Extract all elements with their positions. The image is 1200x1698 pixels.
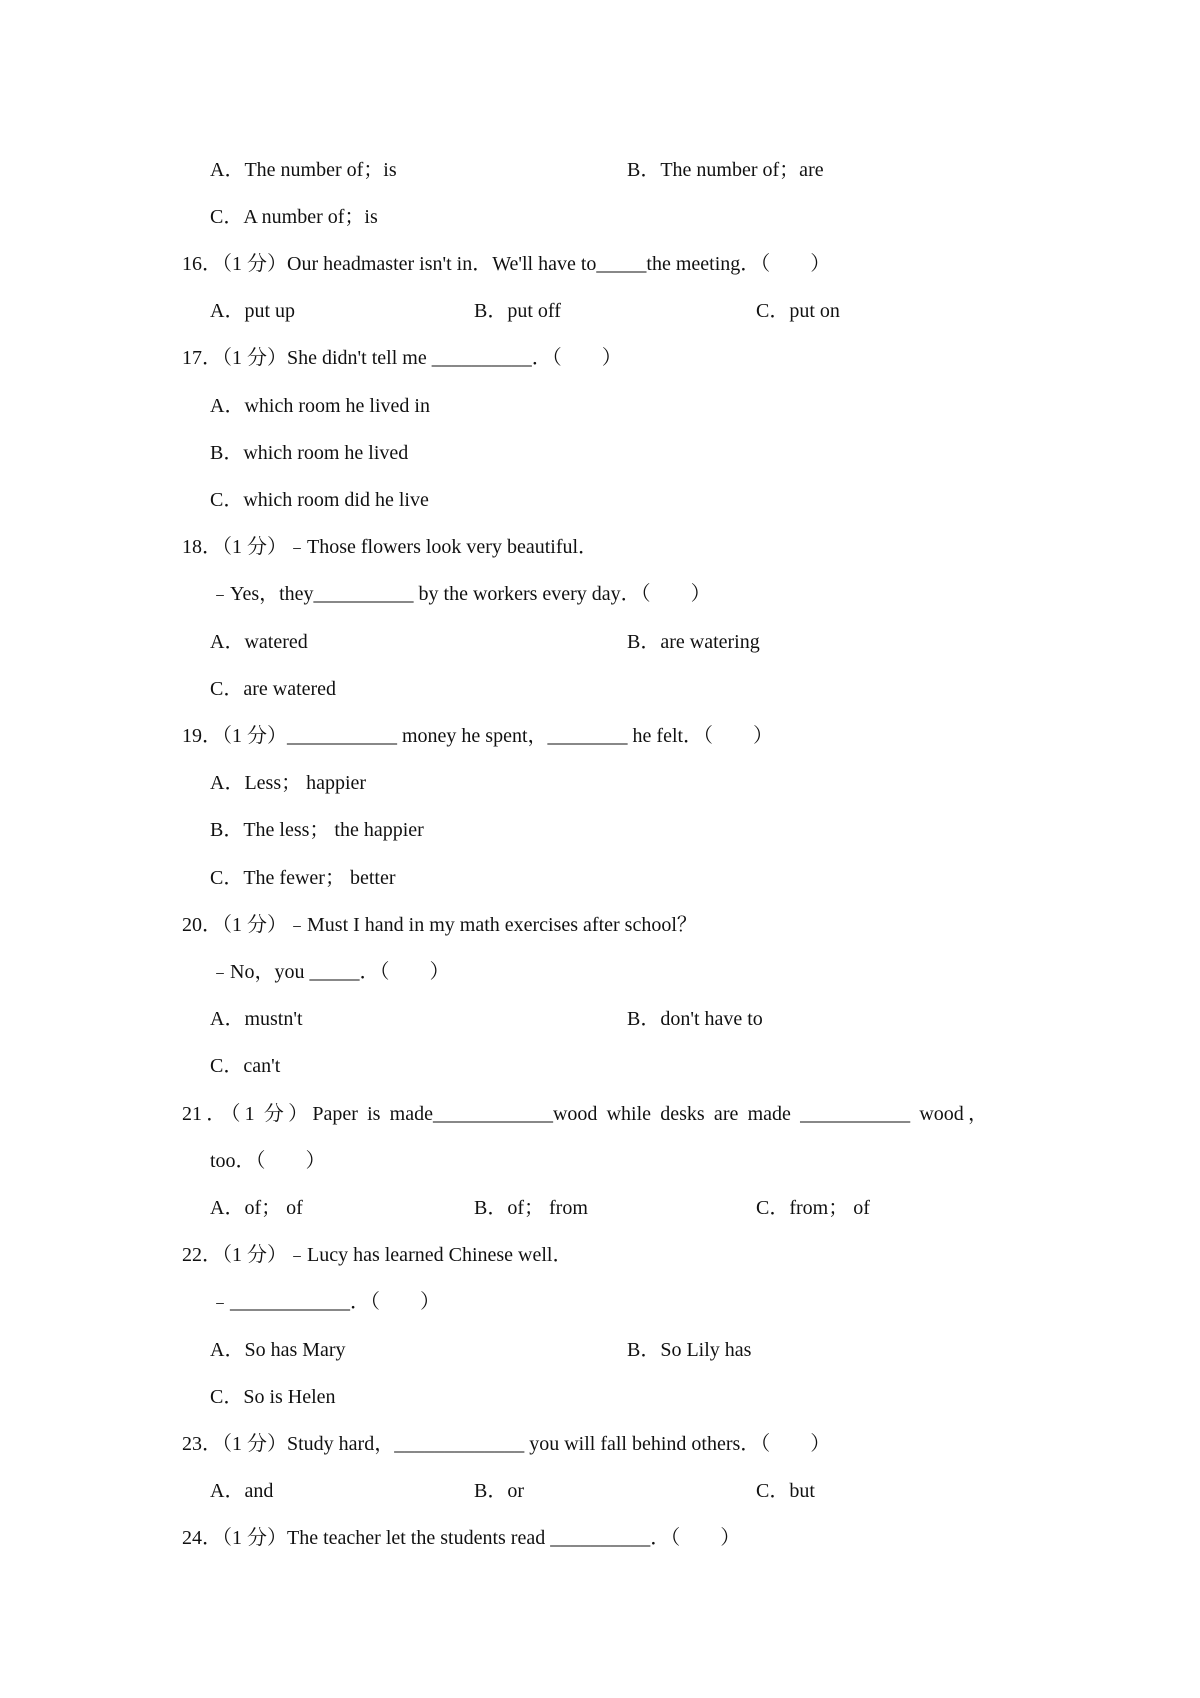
q20-option-b: B．don't have to bbox=[627, 1008, 763, 1030]
q23-option-c: C．but bbox=[756, 1480, 815, 1502]
q20-option-c: C．can't bbox=[210, 1055, 281, 1077]
q20-option-a: A．mustn't bbox=[210, 1008, 303, 1030]
q22-option-a: A．So has Mary bbox=[210, 1339, 346, 1361]
q16-option-a: A．put up bbox=[210, 300, 295, 322]
q21-option-b: B．of； from bbox=[474, 1197, 588, 1219]
q19-option-a: A．Less； happier bbox=[210, 772, 367, 794]
q22-option-b: B．So Lily has bbox=[627, 1339, 752, 1361]
q17-option-c: C．which room did he live bbox=[210, 489, 429, 511]
q18-option-c: C．are watered bbox=[210, 678, 337, 700]
q21-stem: 21．（1 分）Paper is made____________wood while desks are made ___________ wood， bbox=[182, 1103, 988, 1125]
q22-dialog-line: ﹣____________．（ ） bbox=[210, 1291, 440, 1313]
q19-option-c: C．The fewer； better bbox=[210, 867, 396, 889]
q18-option-a: A．watered bbox=[210, 631, 308, 653]
q19-option-b: B．The less； the happier bbox=[210, 819, 424, 841]
q17-option-b: B．which room he lived bbox=[210, 442, 409, 464]
q24-stem: 24．（1 分）The teacher let the students read __________．（ ） bbox=[182, 1527, 741, 1549]
q23-option-a: A．and bbox=[210, 1480, 274, 1502]
q21-option-c: C．from； of bbox=[756, 1197, 870, 1219]
q15-option-a: A．The number of；is bbox=[210, 159, 397, 181]
q15-option-c: C．A number of；is bbox=[210, 206, 378, 228]
q21-stem-continuation: too．（ ） bbox=[210, 1150, 326, 1172]
q17-stem: 17．（1 分）She didn't tell me __________．（ ） bbox=[182, 347, 622, 369]
q23-option-b: B．or bbox=[474, 1480, 524, 1502]
q17-option-a: A．which room he lived in bbox=[210, 395, 430, 417]
q16-stem: 16．（1 分）Our headmaster isn't in．We'll have to_____the meeting．（ ） bbox=[182, 253, 831, 275]
q21-option-a: A．of； of bbox=[210, 1197, 303, 1219]
q15-option-b: B．The number of；are bbox=[627, 159, 824, 181]
q22-option-c: C．So is Helen bbox=[210, 1386, 336, 1408]
q23-stem: 23．（1 分）Study hard，_____________ you will fall behind others．（ ） bbox=[182, 1433, 831, 1455]
q22-stem: 22．（1 分）﹣Lucy has learned Chinese well． bbox=[182, 1244, 573, 1266]
q18-option-b: B．are watering bbox=[627, 631, 760, 653]
q18-dialog-line: ﹣Yes，they__________ by the workers every day．（ ） bbox=[210, 583, 711, 605]
q20-dialog-line: ﹣No，you _____．（ ） bbox=[210, 961, 450, 983]
q16-option-c: C．put on bbox=[756, 300, 840, 322]
q19-stem: 19．（1 分）___________ money he spent，________ he felt．（ ） bbox=[182, 725, 774, 747]
q20-stem: 20．（1 分）﹣Must I hand in my math exercises after school？ bbox=[182, 914, 697, 936]
q18-stem: 18．（1 分）﹣Those flowers look very beautiful． bbox=[182, 536, 599, 558]
q16-option-b: B．put off bbox=[474, 300, 561, 322]
